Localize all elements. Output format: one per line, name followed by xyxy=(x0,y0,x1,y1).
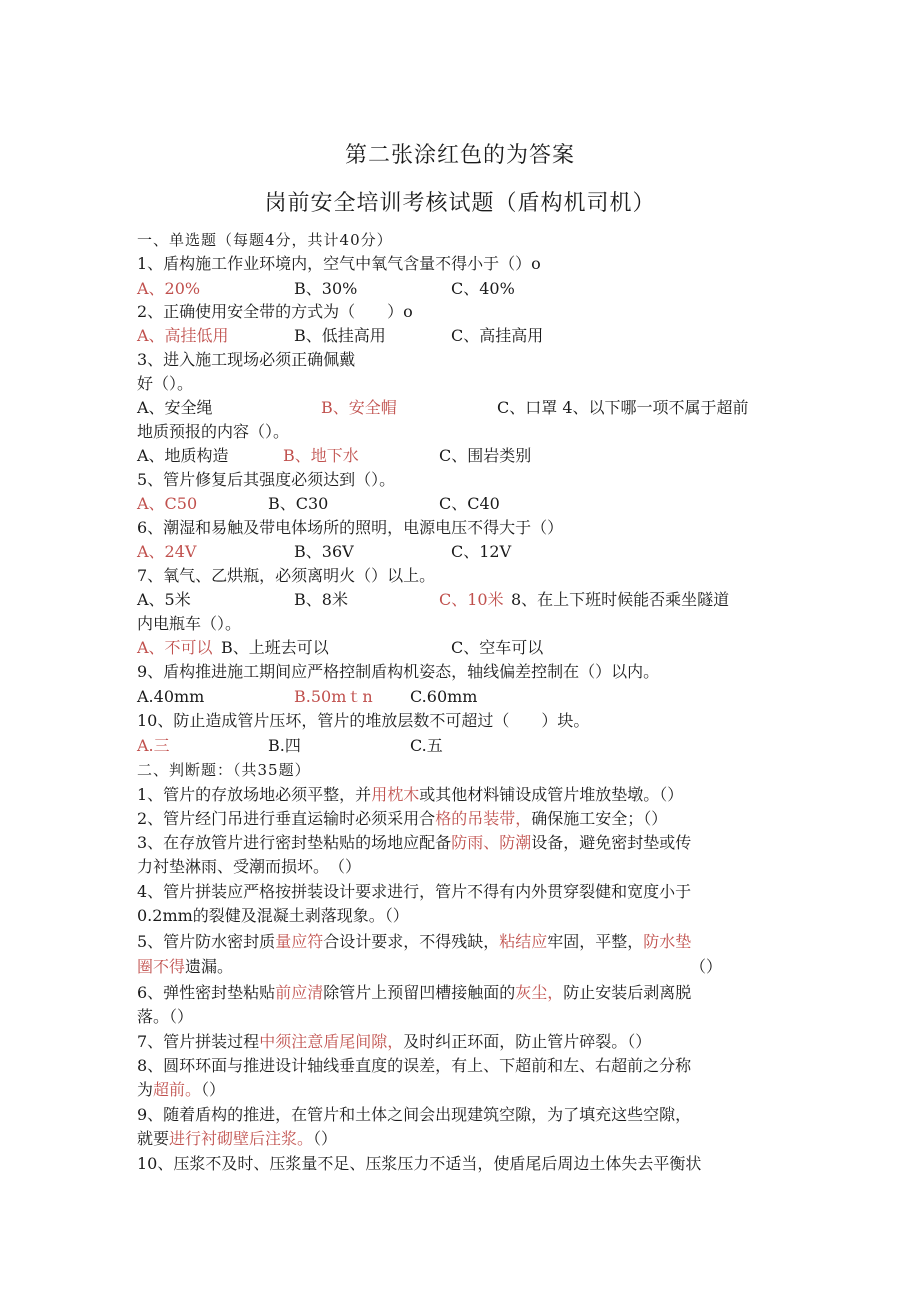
option-b: B、C30 xyxy=(268,494,329,513)
section-heading-true-false: 二、判断题：（共35题） xyxy=(137,761,311,779)
question-8-start: 8、在上下班时候能否乘坐隧道 xyxy=(511,590,730,609)
option-c: C、高挂高用 xyxy=(451,326,544,345)
judgement-6-cont: 落。（） xyxy=(137,1007,194,1026)
judgement-5: 5、管片防水密封质量应符合设计要求，不得残缺，粘结应牢固，平整，防水垫 xyxy=(137,932,692,951)
judgement-6: 6、弹性密封垫粘贴前应清除管片上预留凹槽接触面的灰尘，防止安装后剥离脱 xyxy=(137,983,692,1002)
option-a: A、安全绳 xyxy=(137,398,213,417)
option-c: C、10米 xyxy=(439,590,504,609)
judgement-2: 2、管片经门吊进行垂直运输时必须采用合格的吊装带，确保施工安全；（） xyxy=(137,809,668,828)
option-a: A.40mm xyxy=(137,687,205,706)
judgement-9: 9、随着盾构的推进，在管片和土体之间会出现建筑空隙，为了填充这些空隙， xyxy=(137,1105,692,1124)
judgement-4-cont: 0.2mm的裂健及混凝土剥落现象。（） xyxy=(137,906,409,925)
judgement-8: 8、圆环环面与推进设计轴线垂直度的误差，有上、下超前和左、右超前之分称 xyxy=(137,1056,692,1075)
section-heading-single-choice: 一、单选题（每题4分，共计40分） xyxy=(137,231,393,249)
option-c: C、空车可以 xyxy=(451,638,544,657)
option-a: A、5米 xyxy=(137,590,191,609)
judgement-10: 10、压浆不及时、压浆量不足、压浆压力不适当，使盾尾后周边土体失去平衡状 xyxy=(137,1154,702,1173)
option-b: B、36V xyxy=(294,542,354,561)
option-a: A、高挂低用 xyxy=(137,326,229,345)
question-9: 9、盾构推进施工期间应严格控制盾构机姿态，轴线偏差控制在（）以内。 xyxy=(137,662,660,681)
judgement-1: 1、管片的存放场地必须平整，并用枕木或其他材料铺设成管片堆放垫墩。（） xyxy=(137,785,684,804)
option-c: C、12V xyxy=(451,542,512,561)
question-1: 1、盾构施工作业环境内，空气中氧气含量不得小于（）o xyxy=(137,254,541,273)
question-8: 内电瓶车（）。 xyxy=(137,614,242,633)
page-title: 第二张涂红色的为答案 xyxy=(344,143,575,168)
option-a: A.三 xyxy=(137,736,170,755)
option-a: A、20% xyxy=(137,279,201,298)
question-10: 10、防止造成管片压坏，管片的堆放层数不可超过（ ）块。 xyxy=(137,711,590,730)
option-a: A、C50 xyxy=(137,494,198,513)
option-b: B、安全帽 xyxy=(321,398,397,417)
option-b: B.四 xyxy=(268,736,301,755)
judgement-7: 7、管片拼装过程中须注意盾尾间隙，及时纠正环面，防止管片碎裂。（） xyxy=(137,1032,652,1051)
option-b: B、8米 xyxy=(294,590,348,609)
question-7: 7、氧气、乙烘瓶，必须离明火（）以上。 xyxy=(137,566,436,585)
option-c: C、C40 xyxy=(439,494,500,513)
judgement-5-cont: 圈不得遗漏。 （） xyxy=(137,957,723,976)
question-5: 5、管片修复后其强度必须达到（）。 xyxy=(137,470,396,489)
question-6: 6、潮湿和易触及带电体场所的照明，电源电压不得大于（） xyxy=(137,518,564,537)
judgement-3: 3、在存放管片进行密封垫粘贴的场地应配备防雨、防潮设备，避免密封垫或传 xyxy=(137,833,692,852)
option-c: C、围岩类别 xyxy=(439,446,532,465)
page-subtitle: 岗前安全培训考核试题（盾构机司机） xyxy=(264,191,656,216)
option-b: B、低挂高用 xyxy=(294,326,386,345)
option-b: B.50mｔn xyxy=(294,687,373,706)
question-3-cont: 好（）。 xyxy=(137,374,194,393)
option-c: C、口罩 4、以下哪一项不属于超前 xyxy=(497,398,749,417)
option-a: A、地质构造 xyxy=(137,446,229,465)
option-a: A、24V xyxy=(137,542,197,561)
option-b: B、上班去可以 xyxy=(221,638,329,657)
option-a: A、不可以 xyxy=(137,638,213,657)
judgement-3-cont: 力衬垫淋雨、受潮而损坏。 （） xyxy=(137,857,362,876)
answer-mark: （） xyxy=(690,957,723,976)
question-2: 2、正确使用安全带的方式为（ ）o xyxy=(137,302,413,321)
judgement-8-cont: 为超前。（） xyxy=(137,1080,226,1099)
question-3: 3、进入施工现场必须正确佩戴 xyxy=(137,350,356,369)
judgement-9-cont: 就要进行衬砌壁后注浆。（） xyxy=(137,1129,338,1148)
judgement-4: 4、管片拼装应严格按拼装设计要求进行，管片不得有内外贯穿裂健和宽度小于 xyxy=(137,882,692,901)
option-c: C、40% xyxy=(451,279,515,298)
option-c: C.60mm xyxy=(410,687,478,706)
option-c: C.五 xyxy=(410,736,443,755)
option-b: B、30% xyxy=(294,279,358,298)
question-4: 地质预报的内容（）。 xyxy=(137,422,290,441)
option-b: B、地下水 xyxy=(283,446,359,465)
